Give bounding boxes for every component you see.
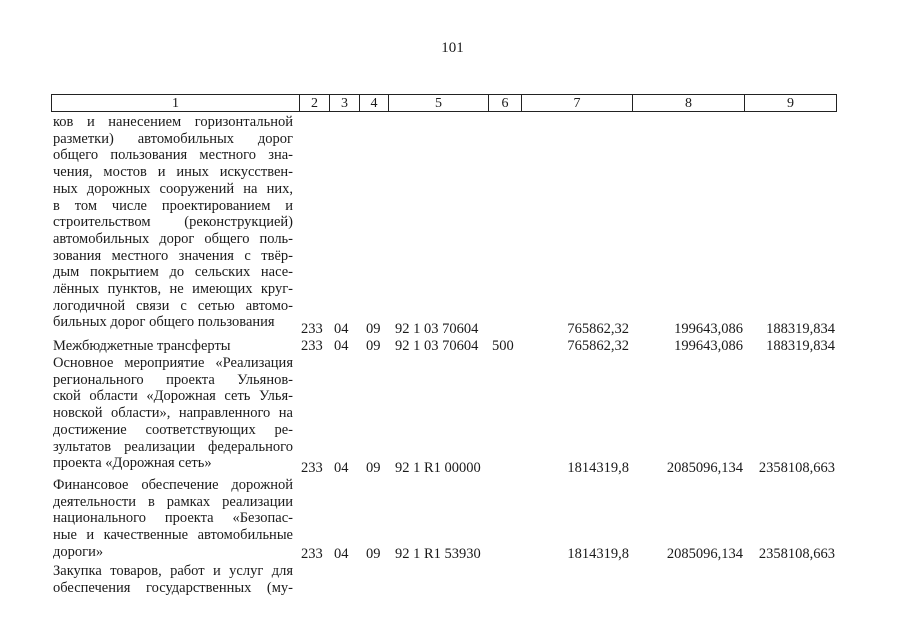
- desc-line: ных дорожных сооружений на них,: [53, 180, 293, 197]
- desc-line: общего пользования местного зна-: [53, 147, 293, 164]
- cell-col-5: 92 1 R1 00000: [395, 460, 481, 476]
- desc-line: лённых пунктов, не имеющих круг-: [53, 281, 293, 298]
- cell-col-8: 2085096,134: [666, 546, 743, 562]
- cell-col-2: 233: [301, 546, 323, 562]
- desc-line: ные и качественные автомобильные: [53, 527, 293, 544]
- row-description: [53, 338, 293, 355]
- row-description: [53, 355, 293, 472]
- desc-line: дороги»: [53, 543, 104, 560]
- cell-col-9: 2358108,663: [758, 546, 835, 562]
- desc-line: разметки) автомобильных дорог: [53, 130, 293, 147]
- desc-line: ской области «Дорожная сеть Улья-: [53, 388, 293, 405]
- header-col-7: 7: [521, 94, 632, 112]
- desc-line: Закупка товаров, работ и услуг для: [53, 563, 293, 579]
- desc-line: Межбюджетные трансферты: [53, 338, 231, 354]
- cell-col-5: 92 1 03 70604: [395, 321, 479, 337]
- desc-line: зультатов реализации федерального: [53, 438, 293, 455]
- desc-line: дым покрытием до сельских насе-: [53, 264, 293, 281]
- desc-line: новской области», направленного на: [53, 405, 293, 422]
- desc-line: деятельности в рамках реализации: [53, 493, 293, 510]
- desc-line: регионального проекта Ульянов-: [53, 371, 293, 388]
- desc-line: Финансовое обеспечение дорожной: [53, 477, 293, 493]
- cell-col-9: 188319,834: [766, 338, 835, 354]
- desc-line: достижение соответствующих ре-: [53, 421, 293, 438]
- desc-line: зования местного значения с твёр-: [53, 247, 293, 264]
- header-col-3: 3: [329, 94, 359, 112]
- cell-col-7: 1814319,8: [567, 460, 629, 476]
- cell-col-8: 2085096,134: [666, 460, 743, 476]
- cell-col-3: 04: [334, 460, 349, 476]
- cell-col-4: 09: [366, 460, 381, 476]
- cell-col-8: 199643,086: [674, 321, 743, 337]
- cell-col-5: 92 1 03 70604: [395, 338, 479, 354]
- cell-col-4: 09: [366, 321, 381, 337]
- desc-line: чения, мостов и иных искусствен-: [53, 164, 293, 181]
- cell-col-6: 500: [492, 338, 514, 354]
- cell-col-3: 04: [334, 321, 349, 337]
- cell-col-2: 233: [301, 338, 323, 354]
- cell-col-2: 233: [301, 321, 323, 337]
- header-col-6: 6: [488, 94, 521, 112]
- row-description: [53, 114, 293, 331]
- cell-col-9: 188319,834: [766, 321, 835, 337]
- cell-col-3: 04: [334, 338, 349, 354]
- desc-line: бильных дорог общего пользования: [53, 314, 275, 331]
- cell-col-8: 199643,086: [674, 338, 743, 354]
- header-col-2: 2: [299, 94, 329, 112]
- page-number: 101: [441, 40, 464, 56]
- cell-col-5: 92 1 R1 53930: [395, 546, 481, 562]
- header-col-5: 5: [388, 94, 488, 112]
- header-col-8: 8: [632, 94, 744, 112]
- row-description: [53, 477, 293, 561]
- desc-line: логодичной связи с сетью автомо-: [53, 297, 293, 314]
- row-description: [53, 563, 293, 596]
- desc-line: строительством (реконструкцией): [53, 214, 293, 231]
- cell-col-2: 233: [301, 460, 323, 476]
- header-col-4: 4: [359, 94, 388, 112]
- header-col-9: 9: [744, 94, 837, 112]
- cell-col-4: 09: [366, 546, 381, 562]
- desc-line: национального проекта «Безопас-: [53, 510, 293, 527]
- cell-col-3: 04: [334, 546, 349, 562]
- desc-line: обеспечения государственных (му-: [53, 579, 293, 596]
- desc-line: автомобильных дорог общего поль-: [53, 230, 293, 247]
- cell-col-9: 2358108,663: [758, 460, 835, 476]
- cell-col-4: 09: [366, 338, 381, 354]
- desc-line: проекта «Дорожная сеть»: [53, 455, 212, 472]
- desc-line: ков и нанесением горизонтальной: [53, 114, 293, 130]
- cell-col-7: 765862,32: [567, 321, 629, 337]
- header-col-1: 1: [51, 94, 299, 112]
- cell-col-7: 765862,32: [567, 338, 629, 354]
- desc-line: в том числе проектированием и: [53, 197, 293, 214]
- cell-col-7: 1814319,8: [567, 546, 629, 562]
- desc-line: Основное мероприятие «Реализация: [53, 355, 293, 371]
